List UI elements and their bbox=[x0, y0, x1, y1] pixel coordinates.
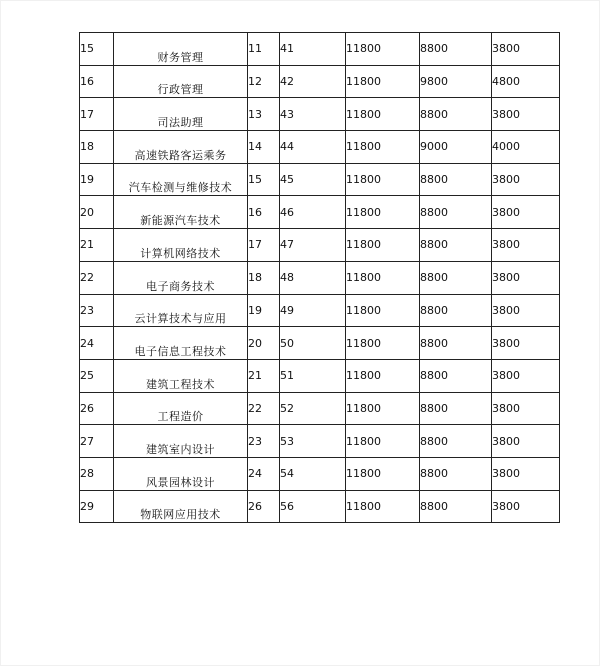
subsidy-cell: 3800 bbox=[492, 327, 560, 360]
subsidy-cell: 3800 bbox=[492, 392, 560, 425]
tuition-cell: 11800 bbox=[346, 33, 420, 66]
row-seq-cell: 23 bbox=[80, 294, 114, 327]
tuition-cell: 11800 bbox=[346, 261, 420, 294]
major-name-cell: 高速铁路客运乘务 bbox=[114, 131, 248, 164]
major-name-cell: 建筑室内设计 bbox=[114, 425, 248, 458]
tuition-cell: 11800 bbox=[346, 327, 420, 360]
plan-number-cell: 54 bbox=[280, 457, 346, 490]
table-row bbox=[80, 359, 560, 392]
table-row bbox=[80, 131, 560, 164]
row-seq-cell: 28 bbox=[80, 457, 114, 490]
table-row bbox=[80, 457, 560, 490]
row-seq-cell: 29 bbox=[80, 490, 114, 523]
major-code-cell: 14 bbox=[248, 131, 280, 164]
plan-number-cell: 46 bbox=[280, 196, 346, 229]
fee-cell: 8800 bbox=[420, 294, 492, 327]
tuition-cell: 11800 bbox=[346, 425, 420, 458]
fee-cell: 9000 bbox=[420, 131, 492, 164]
tuition-cell: 11800 bbox=[346, 229, 420, 262]
major-name-cell: 电子信息工程技术 bbox=[114, 327, 248, 360]
subsidy-cell: 3800 bbox=[492, 261, 560, 294]
plan-number-cell: 45 bbox=[280, 163, 346, 196]
plan-number-cell: 49 bbox=[280, 294, 346, 327]
major-name-cell: 汽车检测与维修技术 bbox=[114, 163, 248, 196]
major-code-cell: 21 bbox=[248, 359, 280, 392]
fee-cell: 8800 bbox=[420, 33, 492, 66]
major-name-cell: 电子商务技术 bbox=[114, 261, 248, 294]
tuition-cell: 11800 bbox=[346, 457, 420, 490]
plan-number-cell: 53 bbox=[280, 425, 346, 458]
table-row bbox=[80, 98, 560, 131]
table-row bbox=[80, 392, 560, 425]
major-code-cell: 12 bbox=[248, 65, 280, 98]
subsidy-cell: 4000 bbox=[492, 131, 560, 164]
major-code-cell: 26 bbox=[248, 490, 280, 523]
major-code-cell: 23 bbox=[248, 425, 280, 458]
row-seq-cell: 21 bbox=[80, 229, 114, 262]
major-code-cell: 22 bbox=[248, 392, 280, 425]
fee-cell: 8800 bbox=[420, 327, 492, 360]
subsidy-cell: 3800 bbox=[492, 229, 560, 262]
row-seq-cell: 22 bbox=[80, 261, 114, 294]
subsidy-cell: 3800 bbox=[492, 196, 560, 229]
major-name-cell: 物联网应用技术 bbox=[114, 490, 248, 523]
table-row bbox=[80, 294, 560, 327]
plan-number-cell: 43 bbox=[280, 98, 346, 131]
fee-cell: 9800 bbox=[420, 65, 492, 98]
major-name-cell: 新能源汽车技术 bbox=[114, 196, 248, 229]
fee-cell: 8800 bbox=[420, 98, 492, 131]
table-row bbox=[80, 163, 560, 196]
row-seq-cell: 20 bbox=[80, 196, 114, 229]
major-code-cell: 13 bbox=[248, 98, 280, 131]
fee-cell: 8800 bbox=[420, 457, 492, 490]
major-name-cell: 行政管理 bbox=[114, 65, 248, 98]
row-seq-cell: 24 bbox=[80, 327, 114, 360]
major-code-cell: 16 bbox=[248, 196, 280, 229]
table-row bbox=[80, 327, 560, 360]
plan-number-cell: 56 bbox=[280, 490, 346, 523]
fee-cell: 8800 bbox=[420, 425, 492, 458]
table-row bbox=[80, 490, 560, 523]
subsidy-cell: 3800 bbox=[492, 490, 560, 523]
plan-number-cell: 52 bbox=[280, 392, 346, 425]
fee-cell: 8800 bbox=[420, 490, 492, 523]
major-name-cell: 司法助理 bbox=[114, 98, 248, 131]
subsidy-cell: 3800 bbox=[492, 33, 560, 66]
plan-number-cell: 41 bbox=[280, 33, 346, 66]
subsidy-cell: 3800 bbox=[492, 457, 560, 490]
fee-cell: 8800 bbox=[420, 163, 492, 196]
tuition-cell: 11800 bbox=[346, 490, 420, 523]
tuition-cell: 11800 bbox=[346, 131, 420, 164]
major-name-cell: 云计算技术与应用 bbox=[114, 294, 248, 327]
fee-cell: 8800 bbox=[420, 392, 492, 425]
row-seq-cell: 25 bbox=[80, 359, 114, 392]
major-code-cell: 18 bbox=[248, 261, 280, 294]
major-code-cell: 11 bbox=[248, 33, 280, 66]
fee-cell: 8800 bbox=[420, 261, 492, 294]
tuition-cell: 11800 bbox=[346, 196, 420, 229]
plan-number-cell: 48 bbox=[280, 261, 346, 294]
plan-number-cell: 50 bbox=[280, 327, 346, 360]
subsidy-cell: 3800 bbox=[492, 294, 560, 327]
major-code-cell: 20 bbox=[248, 327, 280, 360]
major-code-cell: 24 bbox=[248, 457, 280, 490]
table-row bbox=[80, 261, 560, 294]
row-seq-cell: 17 bbox=[80, 98, 114, 131]
row-seq-cell: 15 bbox=[80, 33, 114, 66]
plan-number-cell: 51 bbox=[280, 359, 346, 392]
subsidy-cell: 4800 bbox=[492, 65, 560, 98]
major-name-cell: 建筑工程技术 bbox=[114, 359, 248, 392]
subsidy-cell: 3800 bbox=[492, 163, 560, 196]
row-seq-cell: 19 bbox=[80, 163, 114, 196]
subsidy-cell: 3800 bbox=[492, 425, 560, 458]
tuition-cell: 11800 bbox=[346, 392, 420, 425]
tuition-cell: 11800 bbox=[346, 294, 420, 327]
major-code-cell: 15 bbox=[248, 163, 280, 196]
table-row bbox=[80, 65, 560, 98]
major-name-cell: 风景园林设计 bbox=[114, 457, 248, 490]
plan-number-cell: 47 bbox=[280, 229, 346, 262]
plan-number-cell: 44 bbox=[280, 131, 346, 164]
table-body bbox=[80, 33, 560, 523]
fee-cell: 8800 bbox=[420, 229, 492, 262]
fee-cell: 8800 bbox=[420, 196, 492, 229]
table-row bbox=[80, 229, 560, 262]
tuition-cell: 11800 bbox=[346, 98, 420, 131]
major-code-cell: 19 bbox=[248, 294, 280, 327]
table-row bbox=[80, 425, 560, 458]
tuition-cell: 11800 bbox=[346, 359, 420, 392]
major-fee-table bbox=[79, 32, 560, 523]
row-seq-cell: 26 bbox=[80, 392, 114, 425]
major-name-cell: 计算机网络技术 bbox=[114, 229, 248, 262]
table-row bbox=[80, 33, 560, 66]
plan-number-cell: 42 bbox=[280, 65, 346, 98]
fee-cell: 8800 bbox=[420, 359, 492, 392]
row-seq-cell: 27 bbox=[80, 425, 114, 458]
major-code-cell: 17 bbox=[248, 229, 280, 262]
row-seq-cell: 16 bbox=[80, 65, 114, 98]
subsidy-cell: 3800 bbox=[492, 359, 560, 392]
tuition-cell: 11800 bbox=[346, 65, 420, 98]
major-name-cell: 工程造价 bbox=[114, 392, 248, 425]
tuition-cell: 11800 bbox=[346, 163, 420, 196]
table-row bbox=[80, 196, 560, 229]
subsidy-cell: 3800 bbox=[492, 98, 560, 131]
major-name-cell: 财务管理 bbox=[114, 33, 248, 66]
row-seq-cell: 18 bbox=[80, 131, 114, 164]
